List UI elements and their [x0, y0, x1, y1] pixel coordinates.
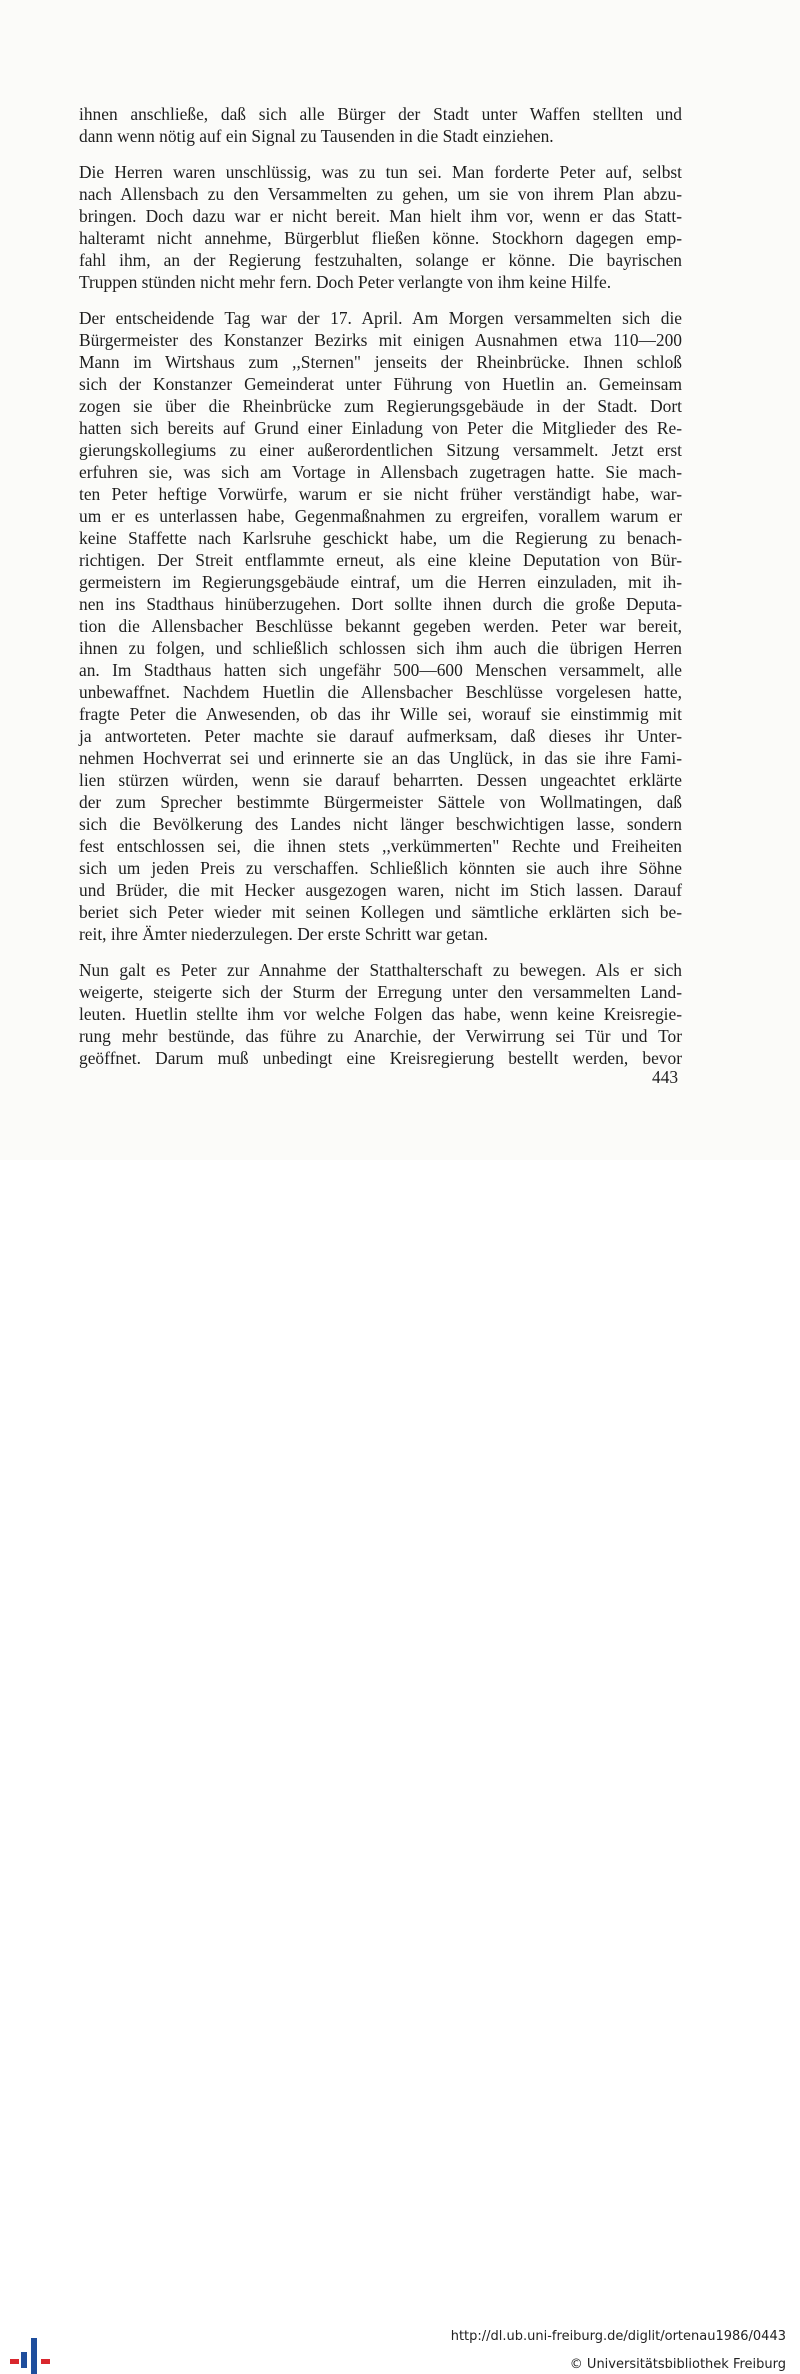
text-line: um er es unterlassen habe, Gegenmaßnahmen zu ergreifen, vorallem warum er	[79, 506, 682, 526]
text-line: keine Staffette nach Karlsruhe geschickt habe, um die Regierung zu benach-	[79, 528, 682, 548]
text-line: unbewaffnet. Nachdem Huetlin die Allensbacher Beschlüsse vorgelesen hatte,	[79, 682, 682, 702]
text-line: sich der Konstanzer Gemeinderat unter Führung von Huetlin an. Gemeinsam	[79, 374, 682, 394]
text-line: sich die Bevölkerung des Landes nicht länger beschwichtigen lasse, sondern	[79, 814, 682, 834]
text-line: ihnen zu folgen, und schließlich schlossen sich ihm auch die übrigen Herren	[79, 638, 682, 658]
text-line: dann wenn nötig auf ein Signal zu Tausenden in die Stadt einziehen.	[79, 126, 554, 146]
text-line: der zum Sprecher bestimmte Bürgermeister Sättele von Wollmatingen, daß	[79, 792, 682, 812]
body-text	[79, 103, 682, 1083]
text-line: richtigen. Der Streit entflammte erneut, als eine kleine Deputation von Bür-	[79, 550, 682, 570]
text-line: germeistern im Regierungsgebäude eintraf, um die Herren einzuladen, mit ih-	[79, 572, 682, 592]
text-line: leuten. Huetlin stellte ihm vor welche Folgen das habe, wenn keine Kreisregie-	[79, 1004, 682, 1024]
text-line: weigerte, steigerte sich der Sturm der Erregung unter den versammelten Land-	[79, 982, 682, 1002]
text-line: beriet sich Peter wieder mit seinen Kollegen und sämtliche erklärten sich be-	[79, 902, 682, 922]
text-line: und Brüder, die mit Hecker ausgezogen waren, nicht im Stich lassen. Darauf	[79, 880, 682, 900]
text-line: fragte Peter die Anwesenden, ob das ihr Wille sei, worauf sie einstimmig mit	[79, 704, 682, 724]
text-line: ten Peter heftige Vorwürfe, warum er sie nicht früher verständigt habe, war-	[79, 484, 682, 504]
text-line: fahl ihm, an der Regierung festzuhalten, solange er könne. Die bayrischen	[79, 250, 682, 270]
text-line: hatten sich bereits auf Grund einer Einladung von Peter die Mitglieder des Re-	[79, 418, 682, 438]
text-line: Die Herren waren unschlüssig, was zu tun sei. Man forderte Peter auf, selbst	[79, 162, 682, 182]
text-line: ihnen anschließe, daß sich alle Bürger der Stadt unter Waffen stellten und	[79, 104, 682, 124]
paragraph	[79, 161, 682, 293]
text-line: nach Allensbach zu den Versammelten zu gehen, um sie von ihrem Plan abzu-	[79, 184, 682, 204]
ub-freiburg-logo-icon	[10, 2330, 50, 2374]
text-line: gierungskollegiums zu einer außerordentlichen Sitzung versammelt. Jetzt erst	[79, 440, 682, 460]
text-line: geöffnet. Darum muß unbedingt eine Kreisregierung bestellt werden, bevor	[79, 1048, 682, 1068]
text-line: Der entscheidende Tag war der 17. April. Am Morgen versammelten sich die	[79, 308, 682, 328]
scanned-page	[0, 0, 800, 1160]
text-line: rung mehr bestünde, das führe zu Anarchie, der Verwirrung sei Tür und Tor	[79, 1026, 682, 1046]
text-line: Nun galt es Peter zur Annahme der Statthalterschaft zu bewegen. Als er sich	[79, 960, 682, 980]
text-line: erfuhren sie, was sich am Vortage in Allensbach zugetragen hatte. Sie mach-	[79, 462, 682, 482]
source-url-link[interactable]: http://dl.ub.uni-freiburg.de/diglit/ortenau1986/0443	[450, 2329, 786, 2344]
text-line: fest entschlossen sei, die ihnen stets ,,verkümmerten" Rechte und Freiheiten	[79, 836, 682, 856]
text-line: Mann im Wirtshaus zum ,,Sternen" jenseits der Rheinbrücke. Ihnen schloß	[79, 352, 682, 372]
text-line: an. Im Stadthaus hatten sich ungefähr 500—600 Menschen versammelt, alle	[79, 660, 682, 680]
text-line: tion die Allensbacher Beschlüsse bekannt gegeben werden. Peter war bereit,	[79, 616, 682, 636]
text-line: Bürgermeister des Konstanzer Bezirks mit einigen Ausnahmen etwa 110—200	[79, 330, 682, 350]
text-line: halteramt nicht annehme, Bürgerblut fließen könne. Stockhorn dagegen emp-	[79, 228, 682, 248]
text-line: zogen sie über die Rheinbrücke zum Regierungsgebäude in der Stadt. Dort	[79, 396, 682, 416]
text-line: lien stürzen würden, wenn sie darauf beharrten. Dessen ungeachtet erklärte	[79, 770, 682, 790]
text-line: Truppen stünden nicht mehr fern. Doch Peter verlangte von ihm keine Hilfe.	[79, 272, 612, 292]
text-line: nehmen Hochverrat sei und erinnerte sie an das Unglück, in das sie ihre Fami-	[79, 748, 682, 768]
text-line: ja antworteten. Peter machte sie darauf aufmerksam, daß dieses ihr Unter-	[79, 726, 682, 746]
footer	[0, 1160, 800, 2372]
text-line: reit, ihre Ämter niederzulegen. Der erste Schritt war getan.	[79, 924, 488, 944]
paragraph	[79, 103, 682, 147]
text-line: nen ins Stadthaus hinüberzugehen. Dort sollte ihnen durch die große Deputa-	[79, 594, 682, 614]
text-line: bringen. Doch dazu war er nicht bereit. Man hielt ihm vor, wenn er das Statt-	[79, 206, 682, 226]
paragraph	[79, 307, 682, 945]
copyright-notice: © Universitätsbibliothek Freiburg	[569, 2357, 786, 2372]
page-number: 443	[652, 1067, 679, 1087]
text-line: sich um jeden Preis zu verschaffen. Schließlich könnten sie auch ihre Söhne	[79, 858, 682, 878]
paragraph	[79, 959, 682, 1069]
